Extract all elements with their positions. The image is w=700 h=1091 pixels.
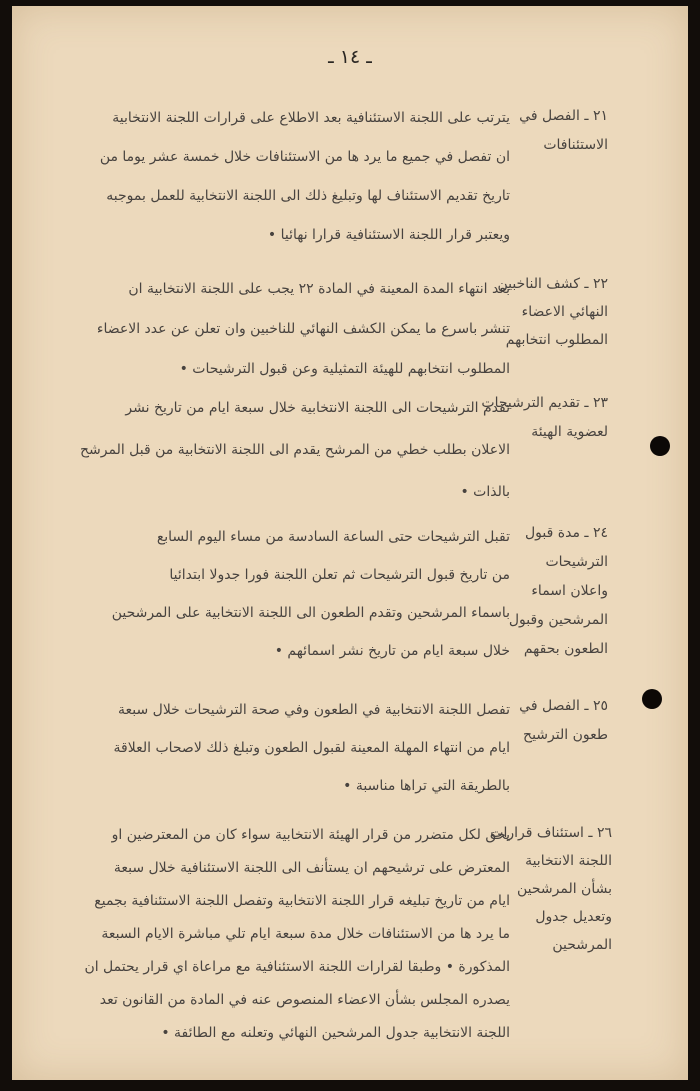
- article-body-line: باسماء المرشحين وتقدم الطعون الى اللجنة الانتخابية على المرشحين: [111, 605, 510, 621]
- article-title-line: وتعديل جدول: [535, 909, 612, 925]
- article-26-body: [70, 819, 510, 1050]
- article-title-line: المطلوب انتخابهم: [505, 332, 608, 348]
- article-title-line: الاستئنافات: [543, 137, 608, 153]
- article-25-body: [80, 691, 510, 805]
- article-body-line: بعد انتهاء المدة المعينة في المادة ٢٢ يجب على اللجنة الانتخابية ان: [128, 281, 510, 297]
- article-body-line: بالذات •: [460, 484, 510, 500]
- binder-hole: [650, 436, 670, 456]
- article-24-title: [498, 519, 608, 664]
- article-body-line: ايام من تاريخ تبليغه قرار اللجنة الانتخابية وتفصل اللجنة الاستئنافية بجميع: [94, 893, 510, 909]
- article-title-line: المرشحين وقبول: [508, 612, 608, 628]
- article-body-line: تقبل الترشيحات حتى الساعة السادسة من مساء اليوم السابع: [156, 529, 510, 545]
- article-body-line: الاعلان بطلب خطي من المرشح يقدم الى اللجنة الانتخابية من قبل المرشح: [79, 442, 510, 458]
- article-title-line: المرشحين: [552, 937, 612, 953]
- article-body-line: المذكورة • وطبقا لقرارات اللجنة الاستئنافية مع مراعاة اي قرار يحتمل ان: [84, 959, 510, 975]
- article-title-line: النهائي الاعضاء: [521, 304, 608, 320]
- article-title-line: الطعون بحقهم: [523, 641, 608, 657]
- article-title-line: واعلان اسماء: [531, 583, 608, 599]
- article-22-body: [80, 269, 510, 389]
- article-23-title: [481, 389, 608, 447]
- article-body-line: تاريخ تقديم الاستئناف لها وتبليغ ذلك الى اللجنة الانتخابية للعمل بموجبه: [106, 188, 510, 204]
- article-26-title: [492, 819, 612, 959]
- article-21-body: [80, 99, 510, 255]
- article-title-line: ٢٦ ـ استئناف قرارات: [490, 825, 612, 841]
- page-number: ـ ١٤ ـ: [328, 46, 372, 68]
- article-body-line: تفصل اللجنة الانتخابية في الطعون وفي صحة الترشيحات خلال سبعة: [117, 702, 510, 718]
- article-body-line: يحق لكل متضرر من قرار الهيئة الانتخابية سواء كان من المعترضين او: [111, 827, 510, 843]
- article-title-line: ٢٢ ـ كشف الناخبين: [497, 276, 608, 292]
- article-body-line: ايام من انتهاء المهلة المعينة لقبول الطعون وتبلغ ذلك لاصحاب العلاقة: [113, 740, 510, 756]
- article-body-line: ما يرد ها من الاستئنافات خلال مدة سبعة ايام تلي مباشرة الايام السبعة: [101, 926, 510, 942]
- article-body-line: يصدره المجلس بشأن الاعضاء المنصوص عنه في المادة من القانون تعد: [99, 992, 510, 1008]
- article-22-title: [498, 270, 608, 354]
- article-body-line: المعترض على ترشيحهم ان يستأنف الى اللجنة الاستئنافية خلال سبعة: [113, 860, 510, 876]
- article-body-line: خلال سبعة ايام من تاريخ نشر اسمائهم •: [274, 643, 510, 659]
- article-body-line: اللجنة الانتخابية جدول المرشحين النهائي وتعلنه مع الطائفة •: [161, 1025, 510, 1041]
- article-title-line: ٢٥ ـ الفصل في: [519, 698, 608, 714]
- article-title-line: لعضوية الهيئة: [531, 424, 608, 440]
- article-body-line: من تاريخ قبول الترشيحات ثم تعلن اللجنة فورا جدولا ابتدائيا: [169, 567, 510, 583]
- article-body-line: المطلوب انتخابهم للهيئة التمثيلية وعن قبول الترشيحات •: [179, 361, 510, 377]
- article-body-line: بالطريقة التي تراها مناسبة •: [343, 778, 510, 794]
- article-body-line: تقدم الترشيحات الى اللجنة الانتخابية خلال سبعة ايام من تاريخ نشر: [125, 400, 510, 416]
- article-title-line: ٢١ ـ الفصل في: [519, 108, 608, 124]
- article-title-line: بشأن المرشحين: [516, 881, 612, 897]
- binder-hole: [642, 689, 662, 709]
- article-24-body: [80, 518, 510, 670]
- article-body-line: ويعتبر قرار اللجنة الاستئنافية قرارا نهائيا •: [267, 227, 510, 243]
- article-title-line: الترشيحات: [545, 554, 608, 570]
- article-25-title: [498, 692, 608, 750]
- document-page: [12, 6, 688, 1080]
- article-body-line: يترتب على اللجنة الاستئنافية بعد الاطلاع على قرارات اللجنة الانتخابية: [112, 110, 510, 126]
- article-21-title: [508, 102, 608, 160]
- article-title-line: ٢٤ ـ مدة قبول: [524, 525, 608, 541]
- article-body-line: ان تفصل في جميع ما يرد ها من الاستئنافات خلال خمسة عشر يوما من: [99, 149, 510, 165]
- article-23-body: [80, 387, 510, 513]
- article-body-line: تنشر باسرع ما يمكن الكشف النهائي للناخبين وان تعلن عن عدد الاعضاء: [96, 321, 510, 337]
- article-title-line: ٢٣ ـ تقديم الترشيحات: [481, 395, 608, 411]
- article-title-line: طعون الترشيح: [523, 727, 608, 743]
- article-title-line: اللجنة الانتخابية: [525, 853, 612, 869]
